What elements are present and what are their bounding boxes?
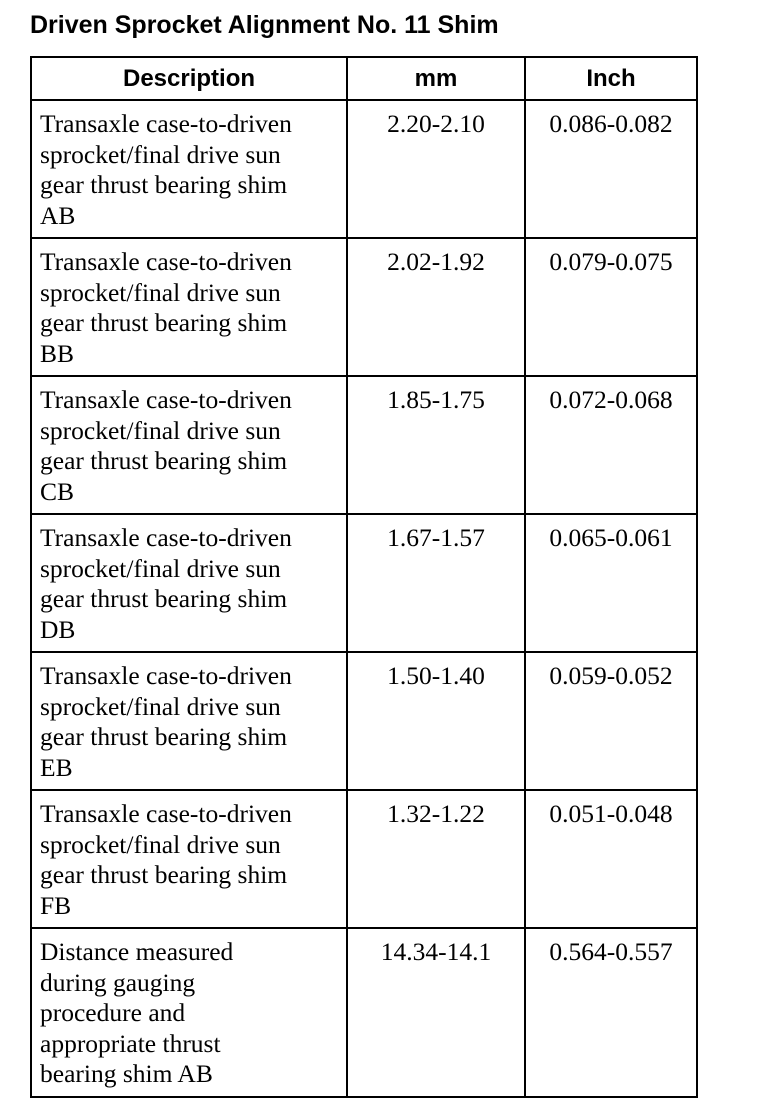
- description-line: sprocket/final drive sun: [40, 691, 281, 721]
- description-line: appropriate thrust: [40, 1028, 221, 1058]
- table-row: [31, 376, 697, 514]
- description-line: gear thrust bearing shim: [40, 170, 288, 199]
- header-inch: Inch: [525, 57, 697, 100]
- cell-inch: 0.564-0.557: [525, 928, 697, 1097]
- cell-description: [31, 100, 347, 238]
- table-row: [31, 928, 697, 1097]
- description-line: gear thrust bearing shim: [40, 308, 288, 337]
- cell-description: [31, 514, 347, 652]
- shim-spec-table: [30, 56, 698, 1098]
- description-line: gear thrust bearing shim: [40, 446, 288, 475]
- cell-description: [31, 790, 347, 928]
- description-line: Transaxle case-to-driven: [40, 661, 292, 690]
- table-row: [31, 790, 697, 928]
- table-row: [31, 652, 697, 790]
- description-line: Transaxle case-to-driven: [40, 247, 292, 276]
- table-row: [31, 238, 697, 376]
- description-line: procedure and: [40, 998, 186, 1027]
- cell-inch: 0.086-0.082: [525, 100, 697, 238]
- cell-description: [31, 652, 347, 790]
- description-line: sprocket/final drive sun: [40, 553, 281, 583]
- description-line: sprocket/final drive sun: [40, 415, 281, 445]
- cell-description: [31, 238, 347, 376]
- description-line: sprocket/final drive sun: [40, 139, 281, 169]
- cell-inch: 0.059-0.052: [525, 652, 697, 790]
- page-title: Driven Sprocket Alignment No. 11 Shim: [30, 11, 499, 39]
- cell-mm: 1.50-1.40: [347, 652, 525, 790]
- cell-mm: 2.02-1.92: [347, 238, 525, 376]
- table-row: [31, 514, 697, 652]
- description-line: DB: [40, 614, 76, 644]
- description-line: gear thrust bearing shim: [40, 722, 288, 751]
- description-line: during gauging: [40, 967, 196, 997]
- description-line: EB: [40, 752, 73, 782]
- cell-mm: 1.32-1.22: [347, 790, 525, 928]
- cell-inch: 0.051-0.048: [525, 790, 697, 928]
- cell-mm: 1.85-1.75: [347, 376, 525, 514]
- cell-mm: 14.34-14.1: [347, 928, 525, 1097]
- description-line: Transaxle case-to-driven: [40, 385, 292, 414]
- header-description: Description: [31, 57, 347, 100]
- description-line: gear thrust bearing shim: [40, 860, 288, 889]
- cell-description: [31, 928, 347, 1097]
- description-line: AB: [40, 200, 76, 230]
- cell-inch: 0.079-0.075: [525, 238, 697, 376]
- description-line: bearing shim AB: [40, 1059, 213, 1088]
- description-line: sprocket/final drive sun: [40, 277, 281, 307]
- cell-description: [31, 376, 347, 514]
- cell-inch: 0.065-0.061: [525, 514, 697, 652]
- description-line: Distance measured: [40, 937, 234, 966]
- cell-mm: 1.67-1.57: [347, 514, 525, 652]
- table-header-row: [31, 57, 697, 100]
- cell-inch: 0.072-0.068: [525, 376, 697, 514]
- description-line: Transaxle case-to-driven: [40, 799, 292, 828]
- description-line: gear thrust bearing shim: [40, 584, 288, 613]
- description-line: BB: [40, 338, 75, 368]
- cell-mm: 2.20-2.10: [347, 100, 525, 238]
- header-mm: mm: [347, 57, 525, 100]
- description-line: sprocket/final drive sun: [40, 829, 281, 859]
- description-line: FB: [40, 890, 72, 920]
- table-row: [31, 100, 697, 238]
- description-line: Transaxle case-to-driven: [40, 523, 292, 552]
- description-line: Transaxle case-to-driven: [40, 109, 292, 138]
- description-line: CB: [40, 476, 75, 506]
